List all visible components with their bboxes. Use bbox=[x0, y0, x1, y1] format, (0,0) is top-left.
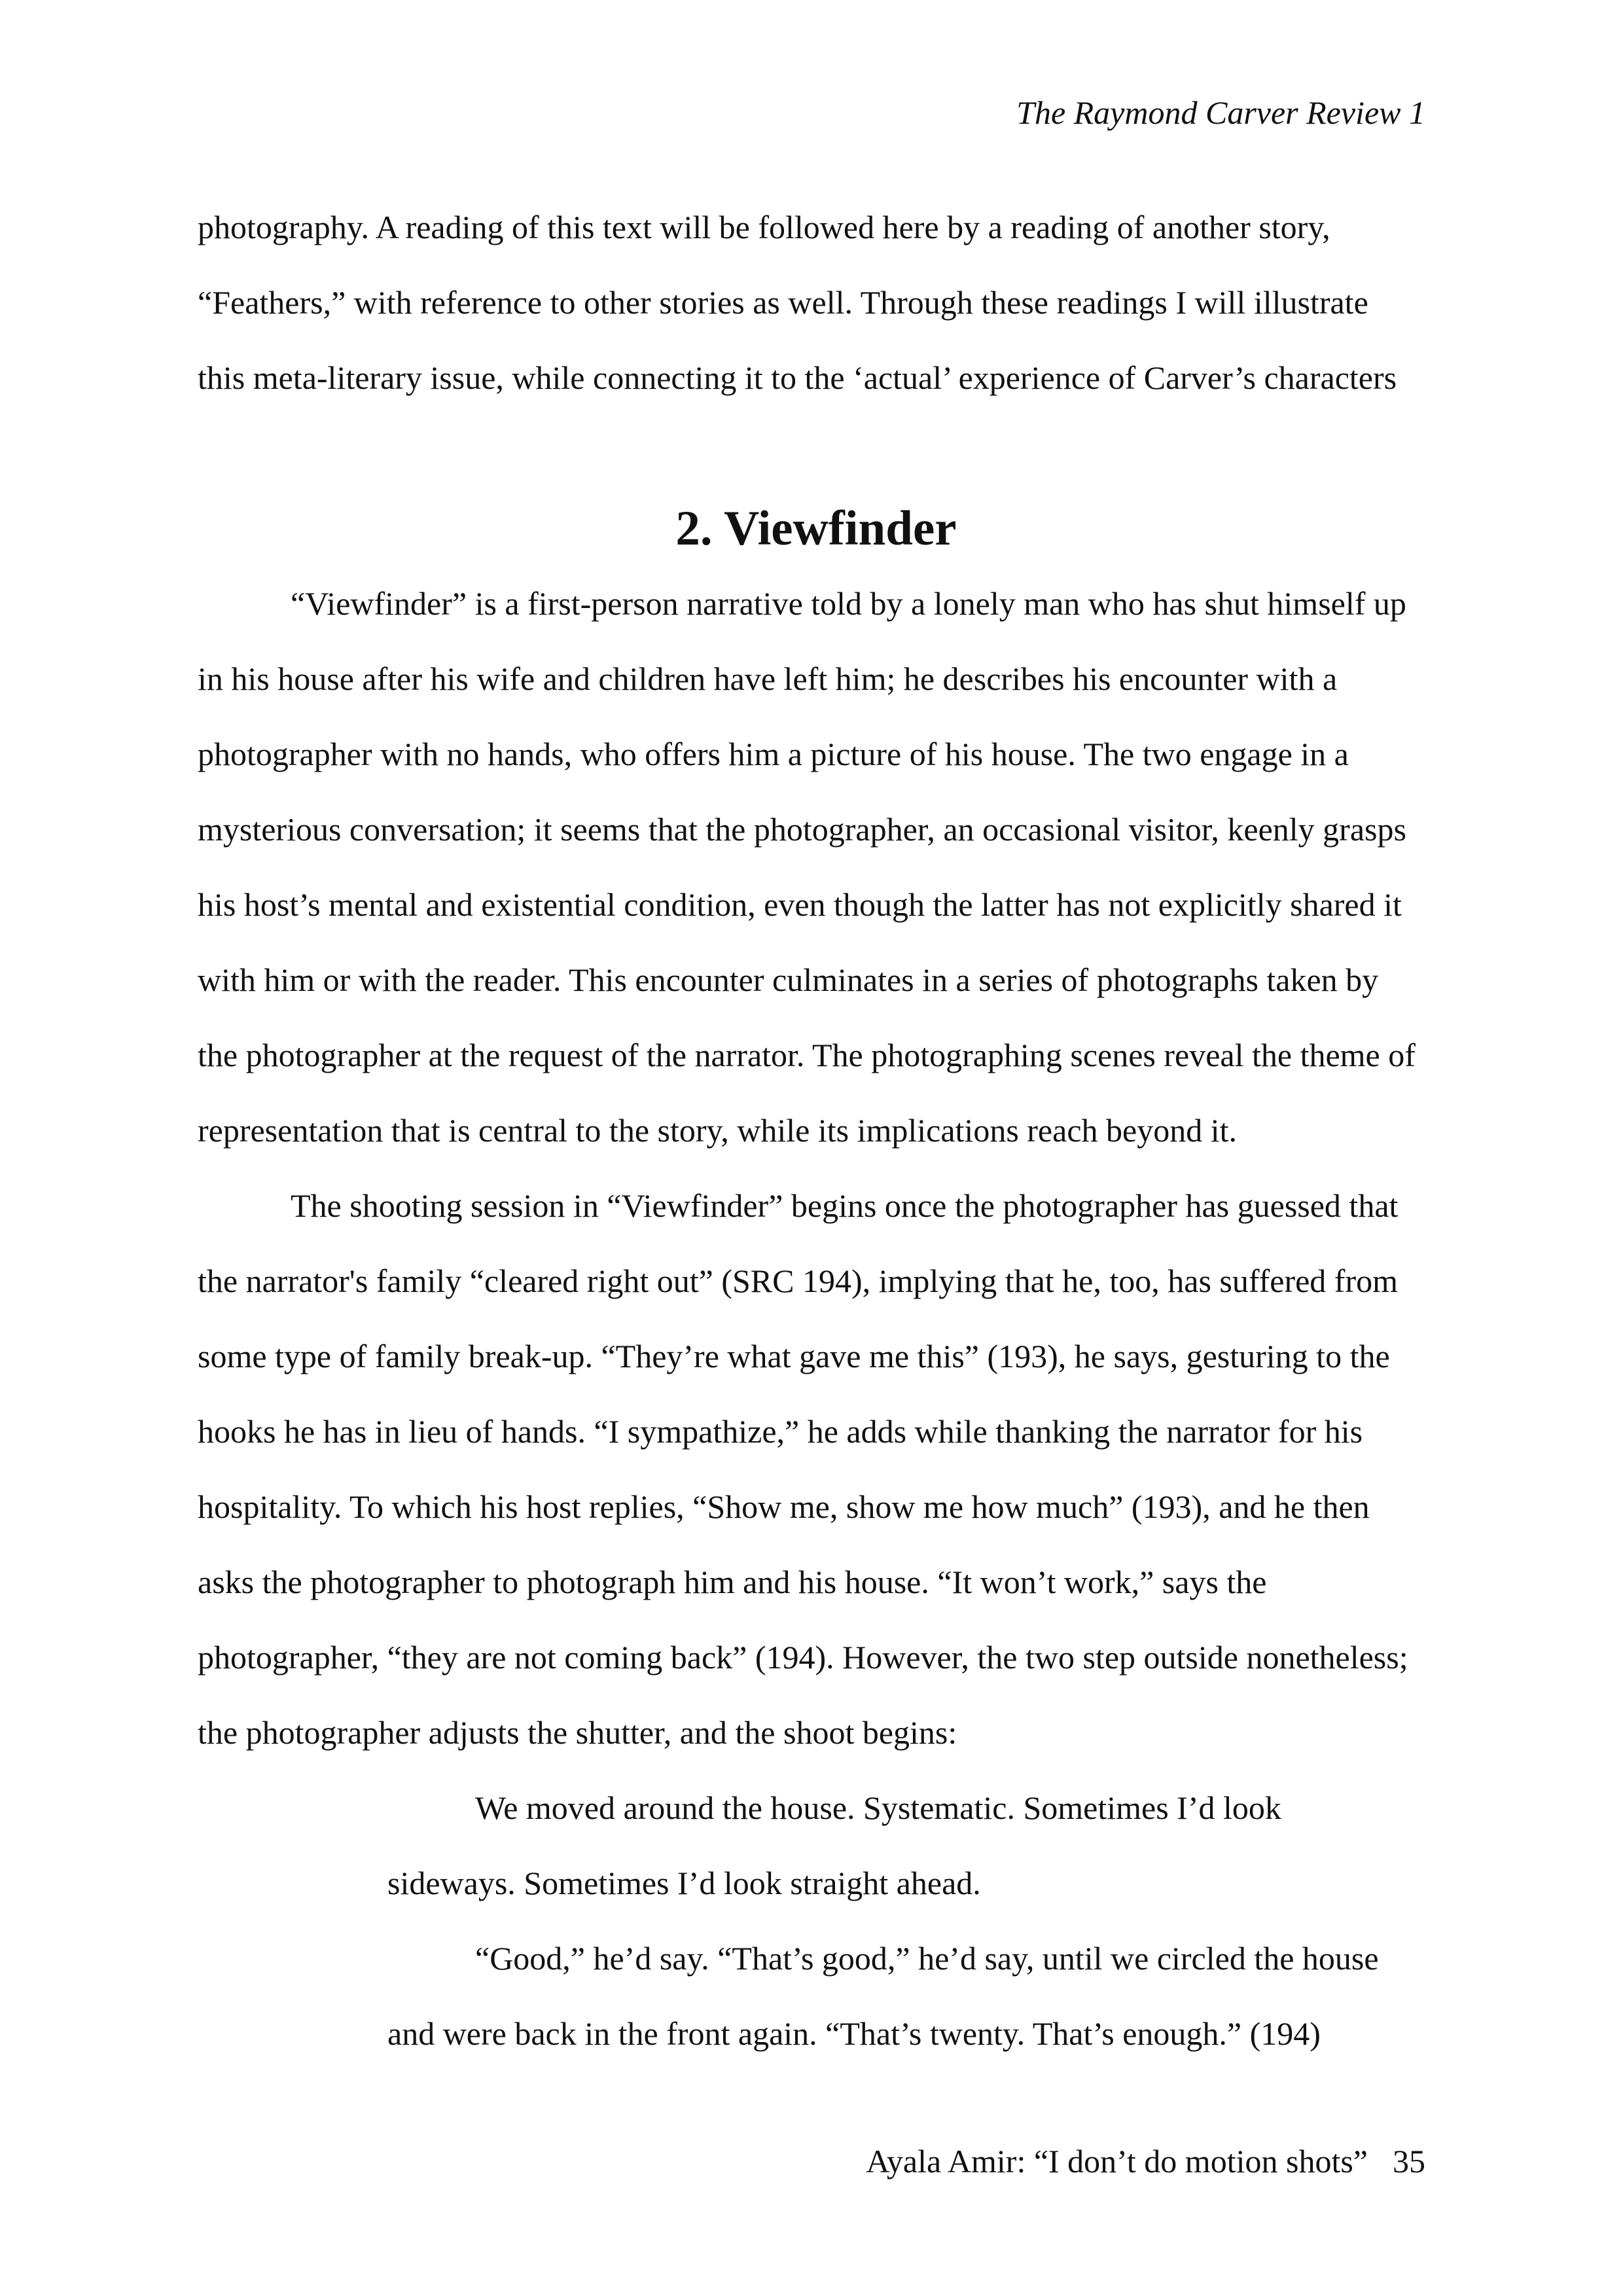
text-line: “Feathers,” with reference to other stories as well. Through these readings I will illustrate bbox=[198, 284, 1368, 321]
body-paragraph-1 bbox=[198, 566, 1435, 1168]
text-line: his host’s mental and existential condition, even though the latter has not explicitly shared it bbox=[198, 886, 1402, 923]
footer-author-title: Ayala Amir: “I don’t do motion shots” bbox=[866, 2143, 1368, 2179]
section-heading: 2. Viewfinder bbox=[675, 501, 957, 556]
page-number: 35 bbox=[1393, 2143, 1425, 2179]
text-line: hospitality. To which his host replies, “Show me, show me how much” (193), and he then bbox=[198, 1488, 1370, 1525]
text-line: mysterious conversation; it seems that the photographer, an occasional visitor, keenly grasps bbox=[198, 811, 1406, 848]
block-quotation bbox=[387, 1770, 1435, 2072]
text-line: photographer, “they are not coming back” (194). However, the two step outside nonetheless; bbox=[198, 1639, 1408, 1676]
text-line: hooks he has in lieu of hands. “I sympathize,” he adds while thanking the narrator for his bbox=[198, 1413, 1363, 1450]
running-header: The Raymond Carver Review 1 bbox=[1016, 94, 1425, 131]
text-line: “Viewfinder” is a first-person narrative told by a lonely man who has shut himself up bbox=[291, 585, 1406, 622]
text-line: photographer with no hands, who offers him a picture of his house. The two engage in a bbox=[198, 736, 1349, 772]
body-paragraph-2 bbox=[198, 1168, 1435, 1770]
quote-line: and were back in the front again. “That’s twenty. That’s enough.” (194) bbox=[387, 2015, 1321, 2052]
quote-line: We moved around the house. Systematic. Sometimes I’d look bbox=[475, 1789, 1281, 1826]
text-line: asks the photographer to photograph him and his house. “It won’t work,” says the bbox=[198, 1564, 1267, 1600]
text-line: the photographer at the request of the narrator. The photographing scenes reveal the theme of bbox=[198, 1037, 1416, 1073]
quote-line: sideways. Sometimes I’d look straight ahead. bbox=[387, 1865, 981, 1901]
text-line: photography. A reading of this text will be followed here by a reading of another story, bbox=[198, 209, 1330, 245]
text-line: representation that is central to the story, while its implications reach beyond it. bbox=[198, 1112, 1237, 1149]
text-line: this meta-literary issue, while connecting it to the ‘actual’ experience of Carver’s characters bbox=[198, 359, 1397, 396]
section-spacer bbox=[198, 416, 1435, 491]
running-footer bbox=[866, 2144, 1425, 2179]
text-line: with him or with the reader. This encounter culminates in a series of photographs taken by bbox=[198, 961, 1379, 998]
text-line: in his house after his wife and children have left him; he describes his encounter with a bbox=[198, 660, 1338, 697]
text-line: some type of family break-up. “They’re what gave me this” (193), he says, gesturing to the bbox=[198, 1338, 1390, 1374]
intro-paragraph bbox=[198, 190, 1435, 416]
text-line: the photographer adjusts the shutter, and the shoot begins: bbox=[198, 1714, 957, 1751]
body-text bbox=[198, 190, 1435, 2072]
text-line: the narrator's family “cleared right out” (SRC 194), implying that he, too, has suffered from bbox=[198, 1263, 1398, 1299]
quote-line: “Good,” he’d say. “That’s good,” he’d say, until we circled the house bbox=[475, 1940, 1379, 1977]
text-line: The shooting session in “Viewfinder” begins once the photographer has guessed that bbox=[291, 1187, 1399, 1224]
